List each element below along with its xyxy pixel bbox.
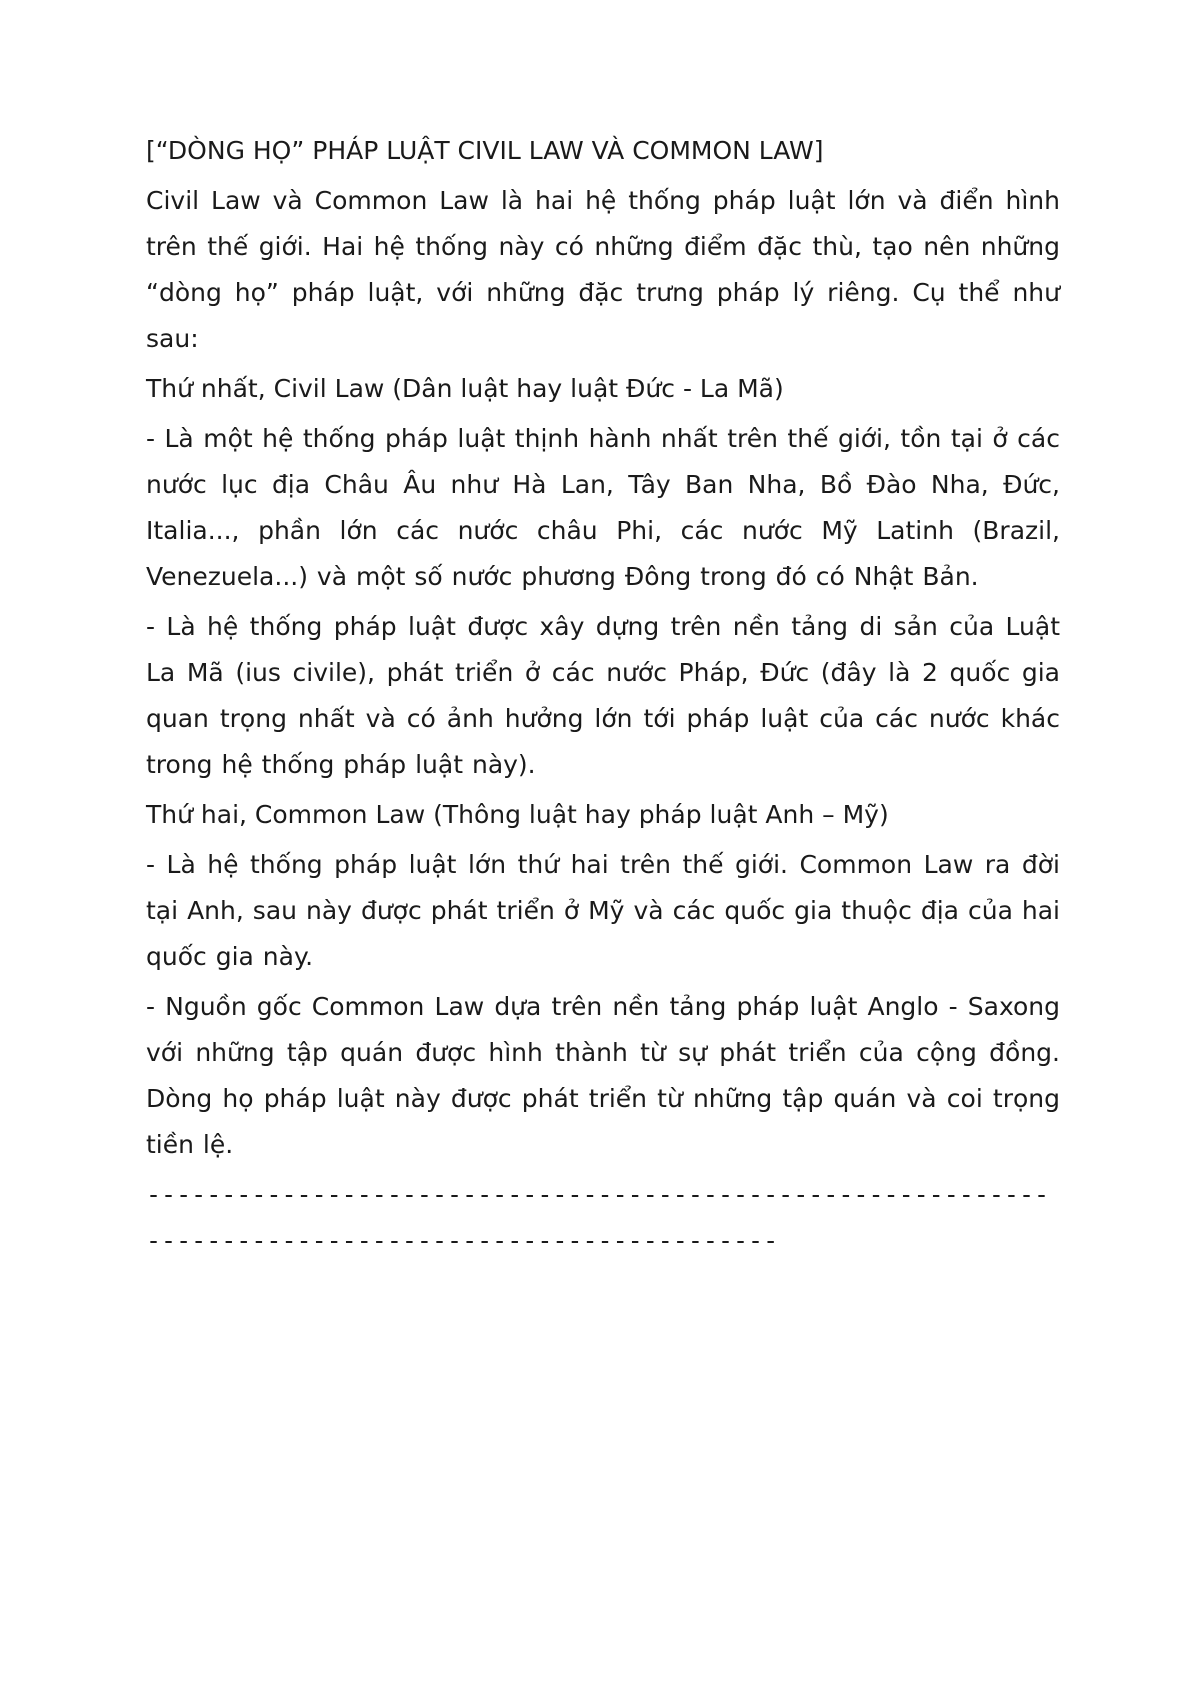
common-law-point-2: - Nguồn gốc Common Law dựa trên nền tảng pháp luật Anglo - Saxong với những tập quán được hình thành từ sự phát triển của cộng đồng. Dòng họ pháp luật này được phát triển từ những tập quán và coi trọng tiền lệ. — [146, 992, 1060, 1159]
section-common-law-heading: Thứ hai, Common Law (Thông luật hay pháp luật Anh – Mỹ) — [146, 800, 889, 829]
section-civil-law-heading: Thứ nhất, Civil Law (Dân luật hay luật Đức - La Mã) — [146, 374, 784, 403]
document-page — [146, 128, 1060, 1264]
common-law-point-1: - Là hệ thống pháp luật lớn thứ hai trên thế giới. Common Law ra đời tại Anh, sau này được phát triển ở Mỹ và các quốc gia thuộc địa của hai quốc gia này. — [146, 850, 1060, 971]
document-title: [“DÒNG HỌ” PHÁP LUẬT CIVIL LAW VÀ COMMON LAW] — [146, 136, 824, 165]
dashed-separator: ------------------------------------------------------------------------------------------------------ — [146, 1180, 1050, 1255]
civil-law-point-2: - Là hệ thống pháp luật được xây dựng trên nền tảng di sản của Luật La Mã (ius civile), phát triển ở các nước Pháp, Đức (đây là 2 quốc gia quan trọng nhất và có ảnh hưởng lớn tới pháp luật của các nước khác trong hệ thống pháp luật này). — [146, 612, 1060, 779]
civil-law-point-1: - Là một hệ thống pháp luật thịnh hành nhất trên thế giới, tồn tại ở các nước lục địa Châu Âu như Hà Lan, Tây Ban Nha, Bồ Đào Nha, Đức, Italia..., phần lớn các nước châu Phi, các nước Mỹ Latinh (Brazil, Venezuela...) và một số nước phương Đông trong đó có Nhật Bản. — [146, 424, 1060, 591]
intro-paragraph: Civil Law và Common Law là hai hệ thống pháp luật lớn và điển hình trên thế giới. Hai hệ thống này có những điểm đặc thù, tạo nên những “dòng họ” pháp luật, với những đặc trưng pháp lý riêng. Cụ thể như sau: — [146, 186, 1060, 353]
